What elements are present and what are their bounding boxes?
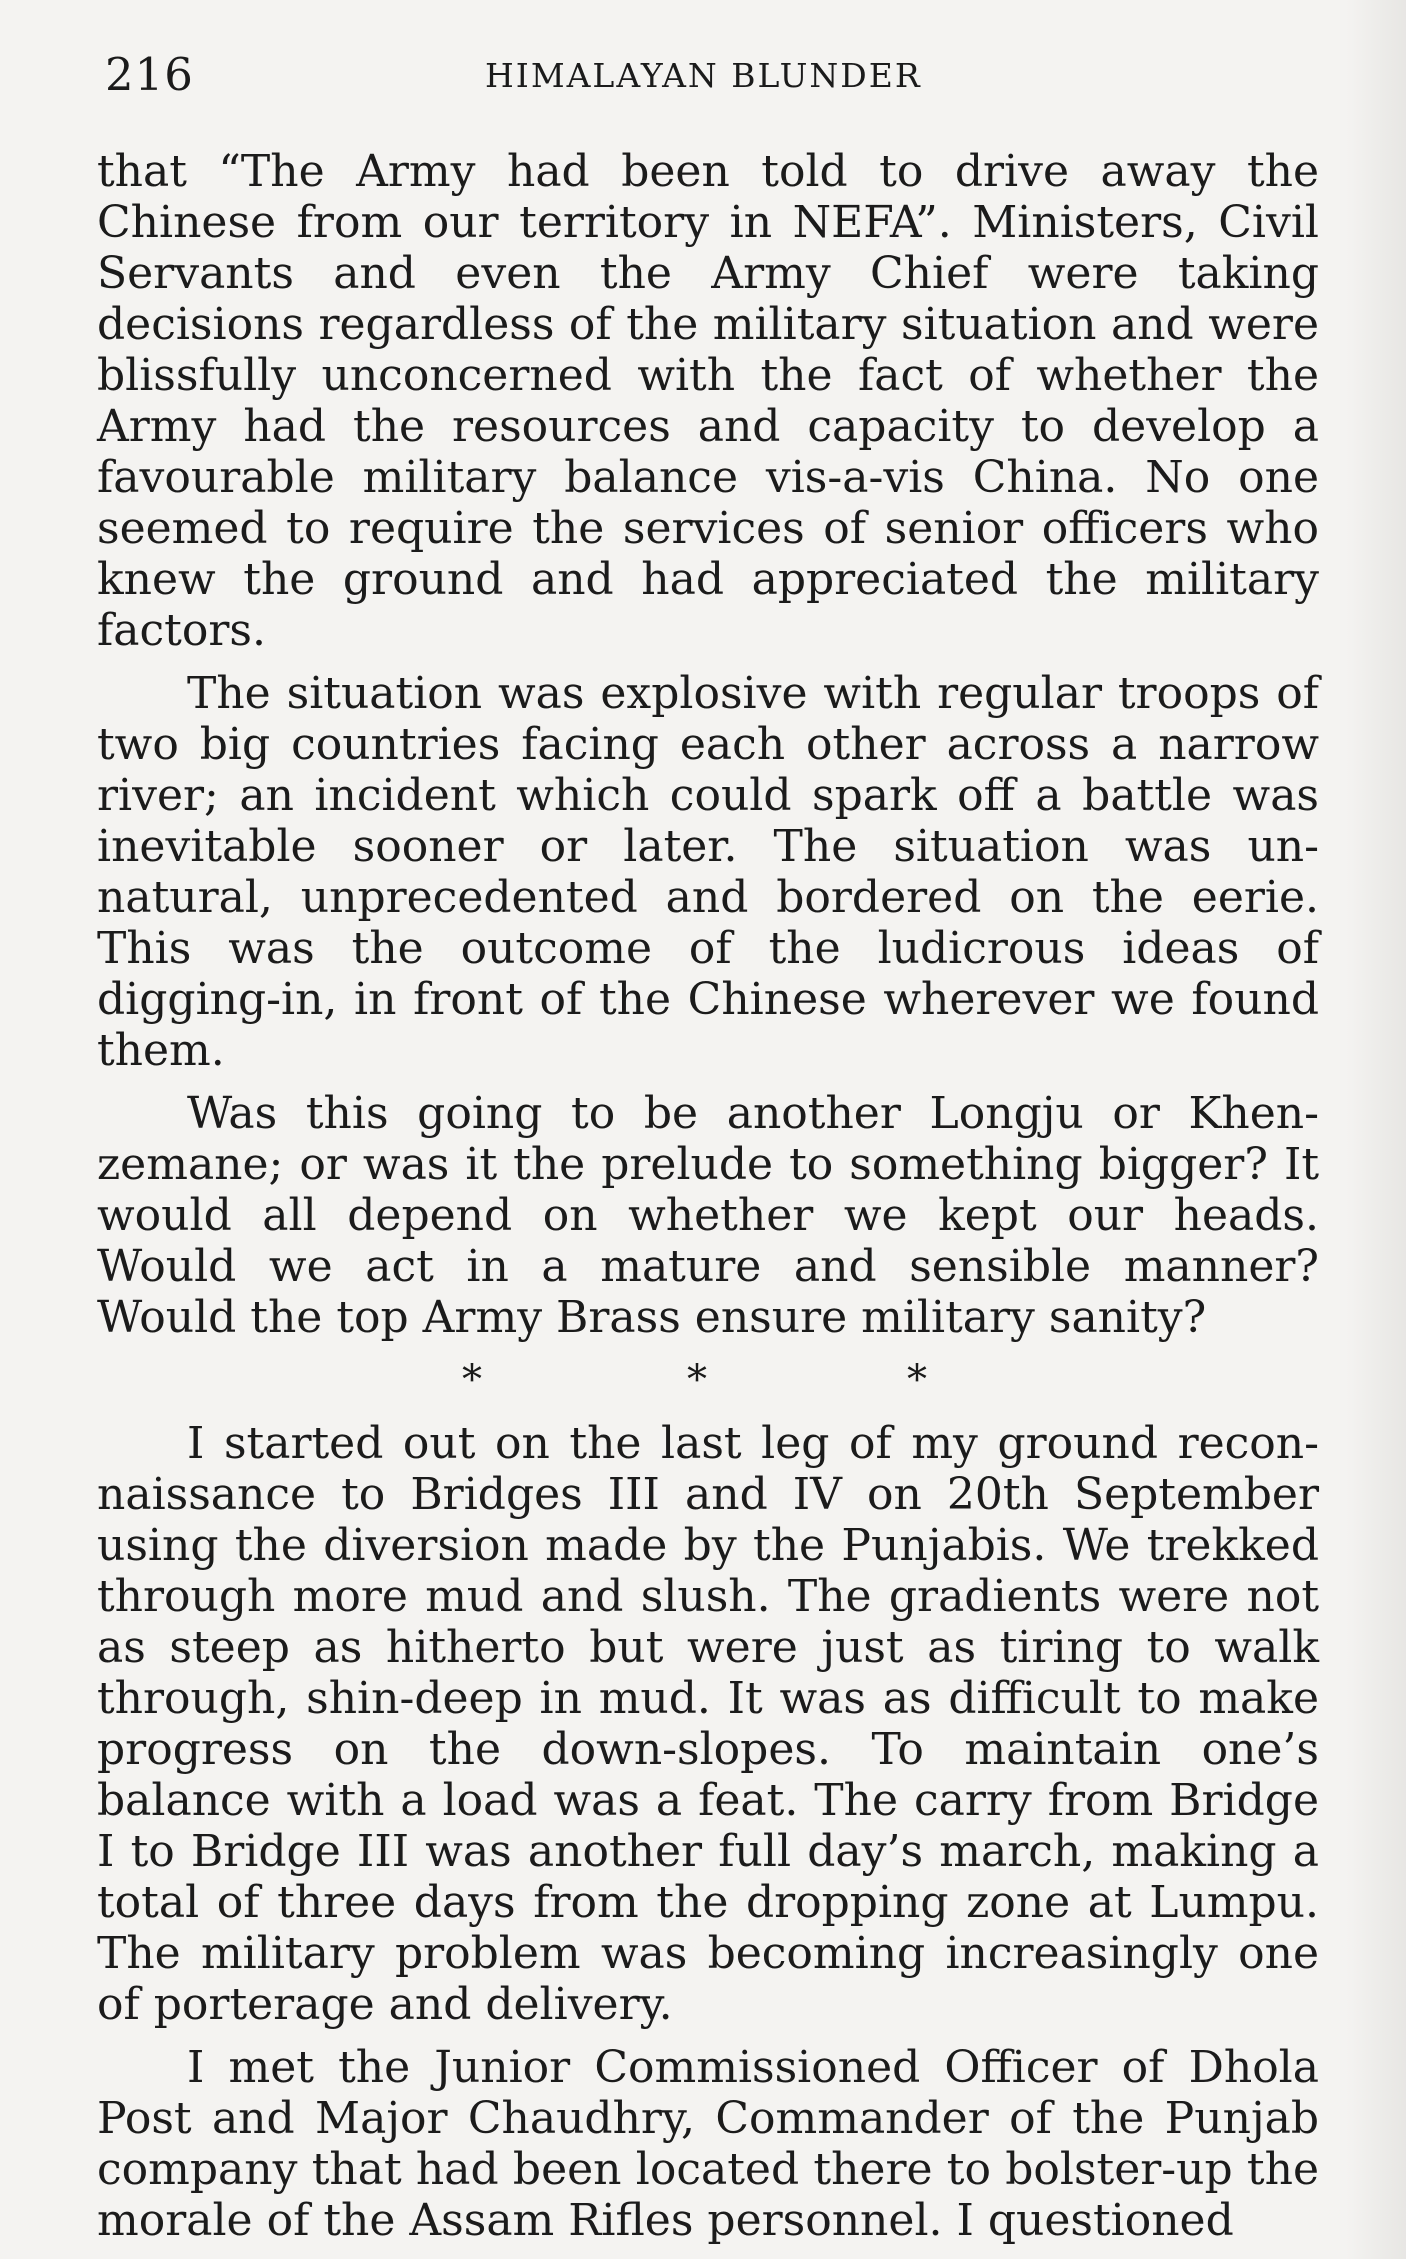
body-text — [97, 146, 1319, 2258]
section-break-asterisk: * — [687, 1357, 707, 1403]
running-title: HIMALAYAN BLUNDER — [485, 56, 922, 95]
paragraph-3: Was this going to be another Longju or Khenzemane; or was it the prelude to something bigger? It would all depend on whether we kept our heads. Would we act in a mature and sensible manner? Would the top Army Brass ensure military sanity? — [97, 1088, 1319, 1343]
section-break-asterisk: * — [907, 1357, 927, 1403]
paragraph-5: I met the Junior Commissioned Officer of Dhola Post and Major Chaudhry, Commander of the Punjab company that had been located there to bolster-up the morale of the Assam Rifles personnel. I questioned — [97, 2042, 1319, 2246]
section-break-asterisk: * — [462, 1357, 482, 1403]
section-break — [97, 1355, 1319, 1406]
page-edge-shadow — [1346, 0, 1406, 2259]
paragraph-1: that “The Army had been told to drive away the Chinese from our territory in NEFA”. Ministers, Civil Servants and even the Army Chief were taking decisions regardless of the military situation and were blissfully unconcerned with the fact of whether the Army had the resources and capacity to develop a favourable military balance vis-a-vis China. No one seemed to require the services of senior officers who knew the ground and had appreciated the military factors. — [97, 146, 1319, 656]
paragraph-2: The situation was explosive with regular troops of two big countries facing each other across a narrow river; an incident which could spark off a battle was inevitable sooner or later. The situation was unnatural, unprecedented and bordered on the eerie. This was the outcome of the ludicrous ideas of digging-in, in front of the Chinese wherever we found them. — [97, 668, 1319, 1076]
paragraph-4: I started out on the last leg of my ground reconnaissance to Bridges III and IV on 20th September using the diversion made by the Punjabis. We trekked through more mud and slush. The gradients were not as steep as hitherto but were just as tiring to walk through, shin-deep in mud. It was as difficult to make progress on the down-slopes. To maintain one’s balance with a load was a feat. The carry from Bridge I to Bridge III was another full day’s march, making a total of three days from the dropping zone at Lumpu. The military problem was becoming increasingly one of porterage and delivery. — [97, 1418, 1319, 2030]
page-number: 216 — [105, 48, 194, 101]
page-header — [105, 48, 1325, 108]
